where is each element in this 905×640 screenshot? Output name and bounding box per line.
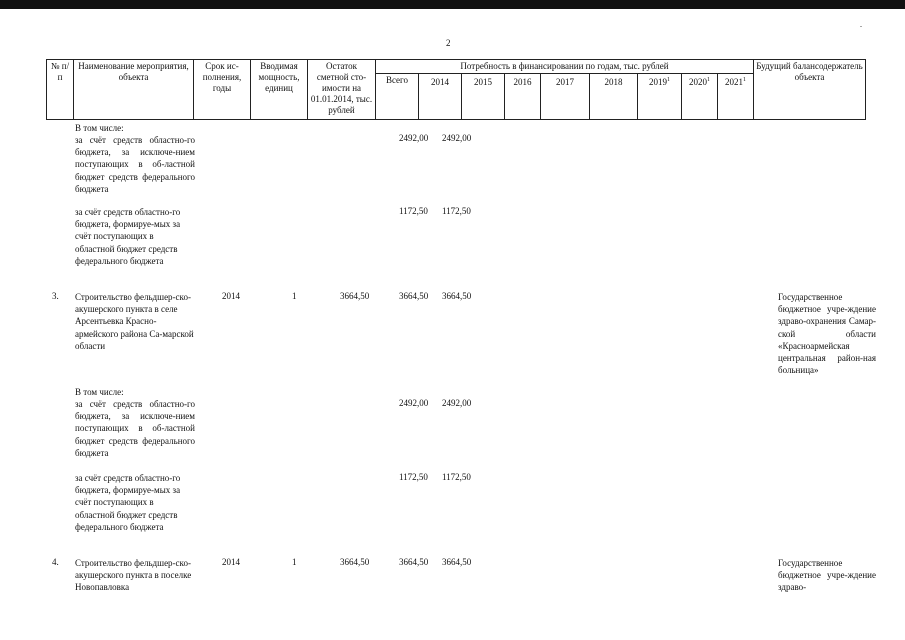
row6-name: Строительство фельдшер-ско-акушерского пункта в поселке Новопавловка [75,558,192,593]
row1-2014: 2492,00 [442,133,472,143]
header-total: Всего [376,74,419,120]
row5-name: за счёт средств областно-го бюджета, формируе-мых за счёт поступающих в областной бюджет средств федерального бюджета [75,473,181,532]
row6-total: 3664,50 [399,557,429,567]
row4-total: 2492,00 [399,398,429,408]
header-capacity: Вводимая мощность, единиц [251,60,308,120]
header-balance-holder: Будущий балансодержатель объекта [754,60,866,120]
header-year: 2020$^1$ [682,74,718,120]
row5-total: 1172,50 [399,472,428,482]
header-year: 2014 [419,74,462,120]
row6-number: 4. [52,557,59,567]
row3-total: 3664,50 [399,291,429,301]
row3-balance-holder: Государственное бюджетное учре-ждение здраво-охранения Самар-ской области «Красноармейская центральная район-ная больница» [778,292,876,376]
row3-name: Строительство фельдшер-ско-акушерского пункта в селе Арсентьевка Красно-армейского района Са-марской области [75,292,194,351]
row6-balance-holder: Государственное бюджетное учре-ждение здраво- [778,558,876,593]
row6-2014: 3664,50 [442,557,472,567]
row3-capacity: 1 [292,291,297,301]
row2-2014: 1172,50 [442,206,471,216]
row3-remaining: 3664,50 [340,291,370,301]
row3-term: 2014 [222,291,240,301]
row6-term: 2014 [222,557,240,567]
header-no: № п/п [47,60,74,120]
row1-label: В том числе: [75,123,124,133]
header-year: 2018 [590,74,638,120]
row6-capacity: 1 [292,557,297,567]
row3-2014: 3664,50 [442,291,472,301]
header-year: 2015 [462,74,505,120]
corner-mark: . [860,20,862,29]
header-year: 2019$^1$ [638,74,682,120]
row2-name: за счёт средств областно-го бюджета, формируе-мых за счёт поступающих в областной бюджет средств федерального бюджета [75,207,181,266]
row2-total: 1172,50 [399,206,428,216]
header-remaining-cost: Остаток сметной сто-имости на 01.01.2014, тыс. рублей [308,60,376,120]
header-year: 2016 [505,74,541,120]
row6-remaining: 3664,50 [340,557,370,567]
row1-name: за счёт средств областно-го бюджета, за исключе-нием поступающих в об-ластной бюджет средств федерального бюджета [75,135,195,194]
row4-label: В том числе: [75,387,124,397]
header-year: 2021$^1$ [718,74,754,120]
row4-2014: 2492,00 [442,398,472,408]
top-border-bar [0,0,905,9]
header-term: Срок ис-полнения, годы [194,60,251,120]
row3-number: 3. [52,291,59,301]
page-number: 2 [446,38,451,48]
row1-total: 2492,00 [399,133,429,143]
header-table [46,59,866,120]
header-year: 2017 [541,74,590,120]
row5-2014: 1172,50 [442,472,471,482]
header-financing-need: Потребность в финансировании по годам, тыс. рублей [376,60,754,74]
header-name: Наименование мероприятия, объекта [74,60,194,120]
row4-name: за счёт средств областно-го бюджета, за исключе-нием поступающих в об-ластной бюджет средств федерального бюджета [75,399,195,458]
